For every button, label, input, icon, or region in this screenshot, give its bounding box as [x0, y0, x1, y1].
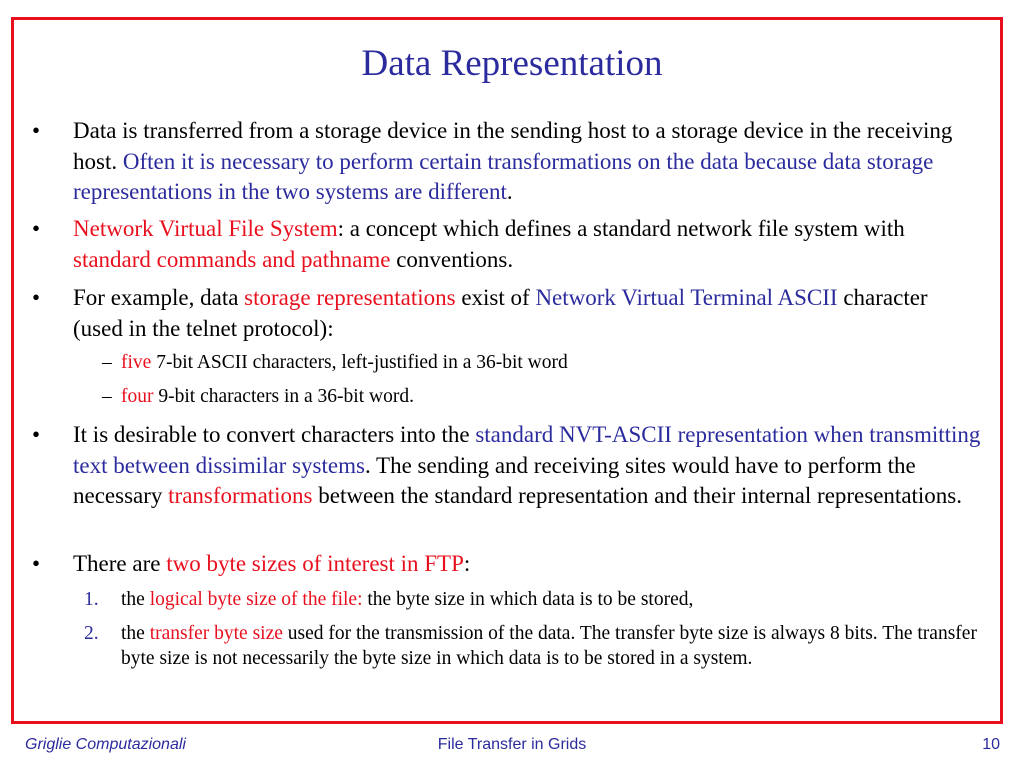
footer-topic: File Transfer in Grids [437, 736, 587, 753]
bullet-2-term: Network Virtual File System [73, 216, 338, 241]
bullet-marker: • [32, 285, 41, 310]
bullet-4-end: between the standard representation and their internal representations. [312, 483, 963, 508]
dash-marker: – [102, 352, 112, 373]
bullet-5-text: There are [73, 551, 167, 576]
bullet-3-text-2: exist of [455, 285, 536, 310]
numbered-item-1-highlight: logical byte size of the file: [149, 589, 363, 610]
bullet-4 [73, 420, 993, 512]
numbered-item-2-end: used for the transmission of the data. The transfer byte size is always 8 bits. The transfer byte size is not necessarily the byte size in which data is to be stored in a system. [121, 623, 977, 669]
bullet-5 [73, 549, 973, 580]
numbered-item-2-highlight: transfer byte size [149, 623, 283, 644]
bullet-1-text: Data is transferred from a storage device in the sending host to a storage device in the receiving host. [73, 118, 953, 174]
bullet-1-end: . [506, 179, 513, 204]
bullet-5-end: : [463, 551, 471, 576]
sub-item-2-highlight: four [121, 386, 154, 407]
bullet-marker: • [32, 216, 41, 241]
footer-course: Griglie Computazionali [25, 736, 186, 753]
sub-item-1-text: 7-bit ASCII characters, left-justified in a 36-bit word [151, 352, 568, 373]
sub-item-2-text: 9-bit characters in a 36-bit word. [153, 386, 414, 407]
bullet-3-highlight-2: Network Virtual Terminal ASCII [535, 285, 838, 310]
bullet-3-end: character (used in the telnet protocol): [73, 285, 928, 341]
bullet-4-highlight-1: standard NVT-ASCII representation when transmitting text between dissimilar systems [73, 422, 981, 478]
bullet-4-highlight-2: transformations [168, 483, 313, 508]
sub-item-1-highlight: five [121, 352, 152, 373]
sub-item-2 [121, 384, 981, 409]
dash-marker: – [102, 386, 112, 407]
bullet-2-end: conventions. [390, 246, 514, 272]
numbered-marker-2: 2. [84, 623, 99, 644]
bullet-5-highlight: two byte sizes of interest in FTP [166, 551, 464, 576]
bullet-3-highlight-1: storage representations [244, 285, 456, 310]
footer-page-number: 10 [982, 736, 1000, 753]
bullet-4-text-2: . The sending and receiving sites would have to perform the necessary [73, 452, 916, 508]
numbered-item-2 [121, 621, 981, 671]
bullet-2 [73, 214, 973, 275]
bullet-marker: • [32, 551, 41, 576]
bullet-1-highlight: Often it is necessary to perform certain transformations on the data because data storage representations in the two systems are different [73, 148, 934, 204]
bullet-2-highlight: standard commands and pathname [73, 246, 391, 272]
bullet-3-text: For example, data [73, 285, 245, 310]
bullet-1 [73, 116, 993, 208]
numbered-item-2-text: the [121, 623, 150, 644]
bullet-marker: • [32, 422, 41, 447]
bullet-4-text: It is desirable to convert characters into the [73, 422, 476, 447]
numbered-item-1 [121, 587, 991, 612]
numbered-item-1-end: the byte size in which data is to be stored, [362, 589, 694, 610]
bullet-marker: • [32, 118, 41, 143]
numbered-item-1-text: the [121, 589, 150, 610]
bullet-3 [73, 283, 953, 344]
slide-title: Data Representation [361, 43, 663, 84]
bullet-2-text: : a concept which defines a standard network file system with [337, 216, 905, 241]
sub-item-1 [121, 350, 981, 375]
numbered-marker-1: 1. [84, 589, 99, 610]
